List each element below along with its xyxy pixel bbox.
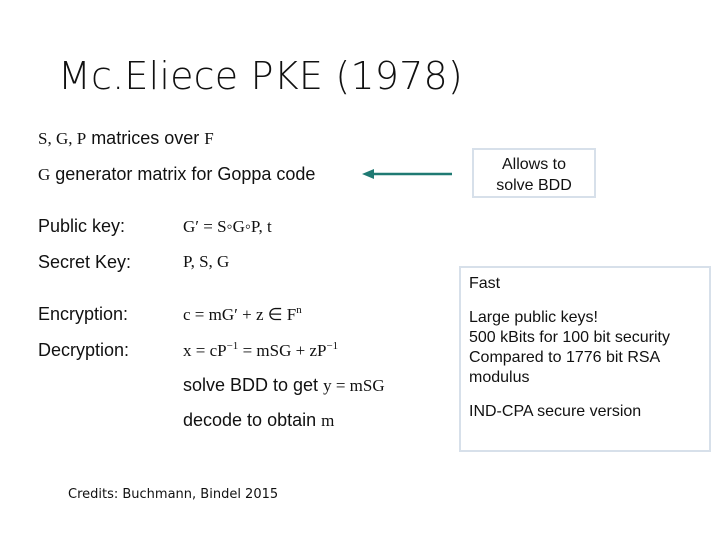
public-key-label: Public key:: [38, 216, 126, 236]
secret-key-label: Secret Key:: [38, 252, 132, 272]
decryption-formula: [183, 340, 338, 361]
solve-bdd-math: y = mSG: [323, 376, 385, 395]
bdd-callout-line2: solve BDD: [496, 177, 572, 194]
notes-fast: Fast: [469, 275, 501, 292]
generator-line: [38, 164, 315, 185]
encryption-exponent: n: [296, 304, 302, 316]
matrices-text: matrices over: [86, 128, 205, 148]
decode-math: m: [321, 411, 335, 430]
encryption-label: Encryption:: [38, 304, 129, 324]
credits: Credits: Buchmann, Bindel 2015: [68, 487, 279, 502]
decryption-value-b: = mSG + zP: [238, 341, 327, 360]
decode-text: decode to obtain: [183, 410, 322, 430]
decryption-exponent-b: −1: [326, 340, 339, 352]
bdd-callout-box: [472, 148, 596, 198]
secret-key-value: P, S, G: [183, 252, 230, 271]
decode-line: [183, 410, 334, 431]
decryption-value-a: x = cP: [183, 341, 227, 360]
solve-bdd-text: solve BDD to get: [183, 375, 324, 395]
notes-compared: Compared to 1776 bit RSA: [469, 349, 661, 366]
slide-title: Mc.Eliece PKE (1978): [58, 54, 463, 98]
notes-modulus: modulus: [469, 369, 530, 386]
bdd-callout-line1: Allows to: [501, 156, 567, 173]
notes-large-keys: Large public keys!: [469, 309, 598, 326]
public-key-value: G′ = S◦G◦P, t: [183, 217, 272, 236]
solve-bdd-line: [183, 375, 385, 396]
decryption-label: Decryption:: [38, 340, 130, 360]
encryption-formula: [183, 304, 302, 325]
field-symbol: F: [204, 129, 214, 148]
generator-text: generator matrix for Goppa code: [50, 164, 316, 184]
encryption-value: c = mG′ + z ∈ F: [183, 305, 297, 324]
matrices-symbols: S, G, P: [38, 129, 87, 148]
notes-kbits: 500 kBits for 100 bit security: [469, 329, 670, 346]
arrow-left-icon: [362, 166, 454, 182]
notes-ind-cpa: IND-CPA secure version: [469, 403, 642, 420]
generator-symbol: G: [38, 165, 51, 184]
decryption-exponent-a: −1: [226, 340, 239, 352]
notes-box: [459, 266, 711, 452]
matrices-line: [38, 128, 214, 149]
